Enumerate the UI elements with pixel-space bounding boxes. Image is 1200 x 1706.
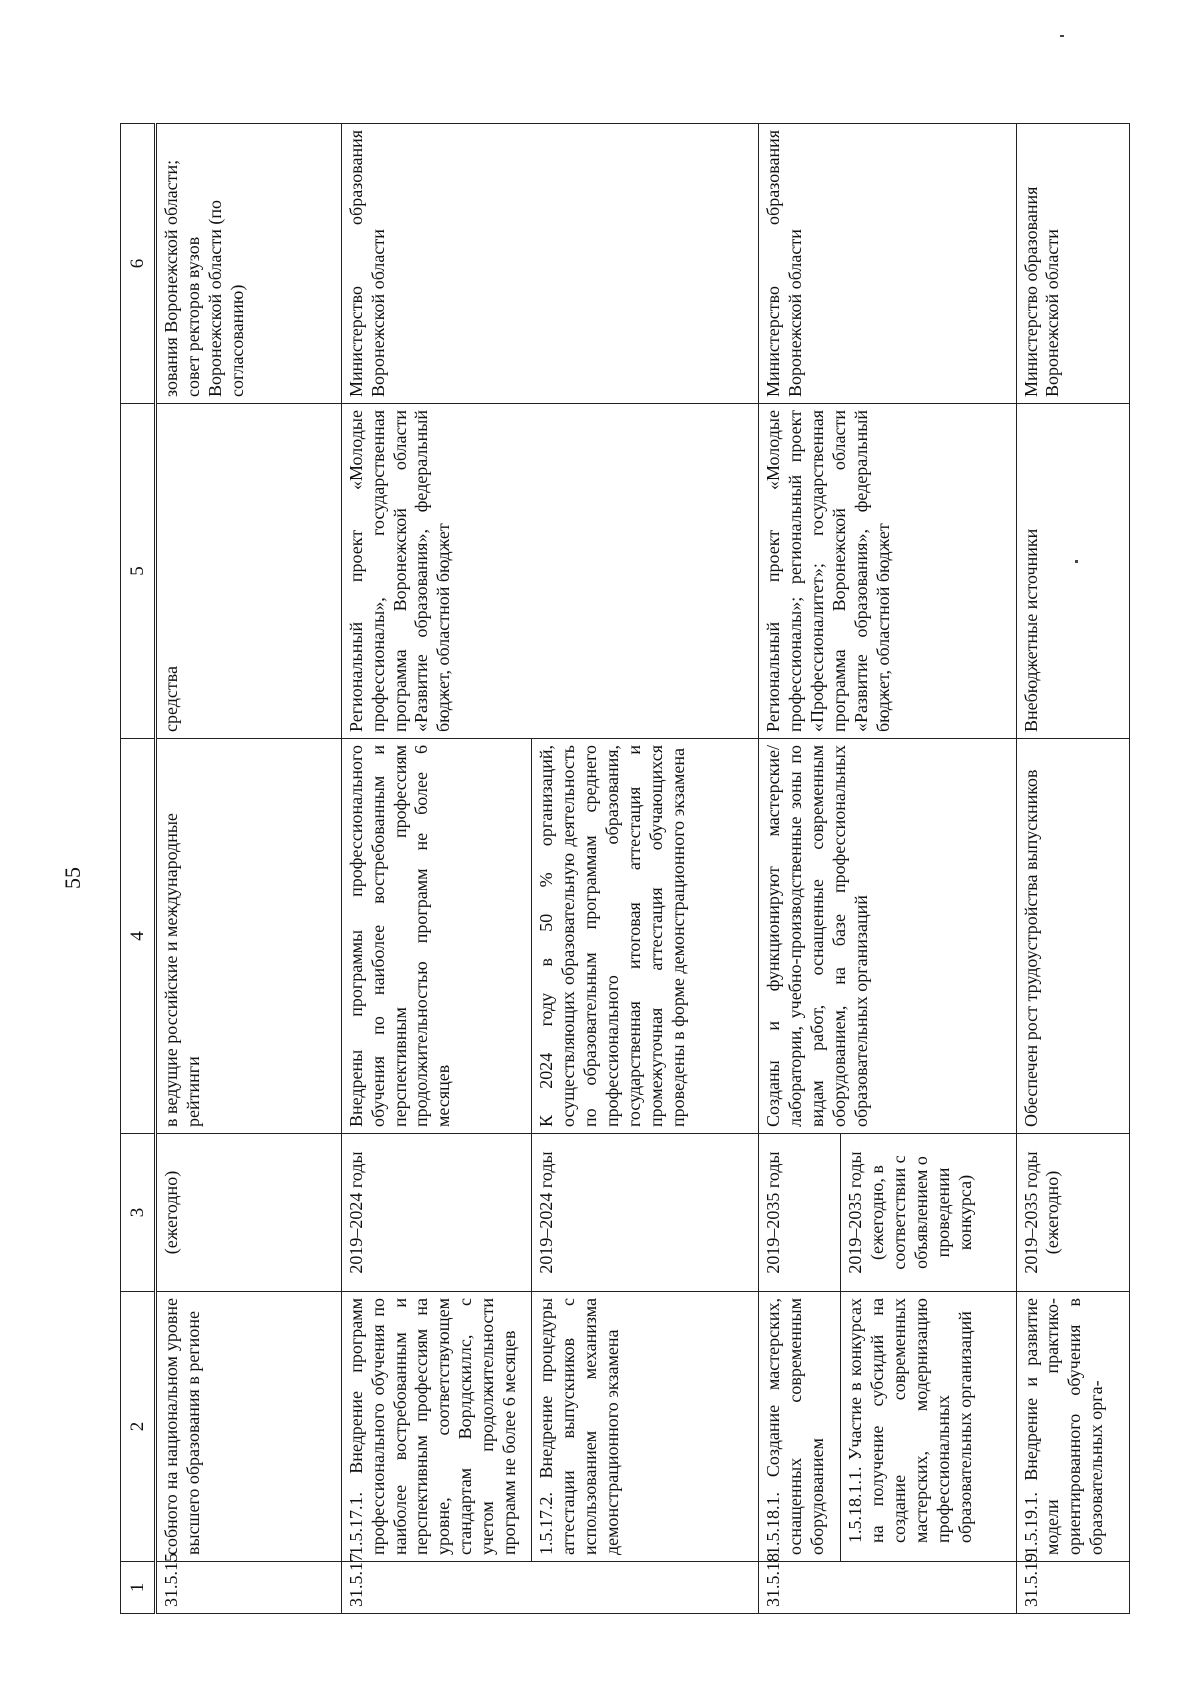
measures-table bbox=[120, 123, 1130, 1614]
row-id: 31.5.15 bbox=[156, 1562, 342, 1614]
term-cell: (ежегодно) bbox=[156, 1134, 342, 1292]
scan-speck bbox=[1060, 35, 1064, 37]
term-cell: 2019–2035 годы (ежегодно) bbox=[1016, 1134, 1129, 1292]
column-header: 1 bbox=[121, 1562, 156, 1614]
measure-cell: 1.5.18.1. Создание мастерских, оснащенных современным оборудованием bbox=[758, 1292, 840, 1562]
table-row bbox=[758, 124, 840, 1614]
funding-cell: Региональный проект «Молодые профессионалы», государственная программа Воронежской области «Развитие образования», федеральный бюджет, областной бюджет bbox=[341, 404, 758, 739]
table-row bbox=[1016, 124, 1129, 1614]
result-cell: Внедрены программы профессионального обучения по наиболее востребованным и перспективным профессиям продолжительностью программ не более 6 месяцев bbox=[341, 739, 531, 1134]
result-cell: Обеспечен рост трудоустройства выпускников bbox=[1016, 739, 1129, 1134]
executor-cell: Министерство образования Воронежской области bbox=[758, 124, 1016, 404]
measure-cell: собного на национальном уровне высшего образования в регионе bbox=[156, 1292, 342, 1562]
column-header: 3 bbox=[121, 1134, 156, 1292]
term-cell: 2019–2035 годы (ежегодно, в соответствии с объявлением о проведении конкурса) bbox=[841, 1134, 1016, 1292]
table-row bbox=[341, 124, 531, 1614]
result-cell: в ведущие российские и международные рейтинги bbox=[156, 739, 342, 1134]
rotated-table-wrapper bbox=[120, 124, 1130, 1614]
column-header: 6 bbox=[121, 124, 156, 404]
page-number: 55 bbox=[60, 867, 85, 889]
executor-cell: зования Воронежской области; совет ректоров вузов Воронежской области (по согласованию) bbox=[156, 124, 342, 404]
row-id: 31.5.19 bbox=[1016, 1562, 1129, 1614]
column-header: 5 bbox=[121, 404, 156, 739]
funding-cell: Региональный проект «Молодые профессионалы»; региональный проект «Профессионалитет»; государственная программа Воронежской области «Развитие образования», федеральный бюджет, областной бюджет bbox=[758, 404, 1016, 739]
term-cell: 2019–2024 годы bbox=[531, 1134, 758, 1292]
measure-cell: 1.5.17.2. Внедрение процедуры аттестации выпускников с использованием механизма демонстрационного экзамена bbox=[531, 1292, 758, 1562]
table-header-row bbox=[121, 124, 156, 1614]
measure-cell: 1.5.17.1. Внедрение программ профессионального обучения по наиболее востребованным и перспективным профессиям на уровне, соответствующем стандартам Ворлдскиллс, с учетом продолжительности программ не более 6 месяцев bbox=[341, 1292, 531, 1562]
result-cell: Созданы и функционируют мастерские/лаборатории, учебно-производственные зоны по видам работ, оснащенные современным оборудованием, на базе профессиональных образовательных организаций bbox=[758, 739, 1016, 1134]
measure-cell: 1.5.18.1.1. Участие в конкурсах на получение субсидий на создание современных мастерских, модернизацию профессиональных образовательных организаций bbox=[841, 1292, 1016, 1562]
measure-cell: 1.5.19.1. Внедрение и развитие модели практико-ориентированного обучения в образовательных орга- bbox=[1016, 1292, 1129, 1562]
scan-speck bbox=[1075, 560, 1078, 563]
funding-cell: Внебюджетные источники bbox=[1016, 404, 1129, 739]
term-cell: 2019–2035 годы bbox=[758, 1134, 840, 1292]
column-header: 2 bbox=[121, 1292, 156, 1562]
row-id: 31.5.17 bbox=[341, 1562, 758, 1614]
column-header: 4 bbox=[121, 739, 156, 1134]
executor-cell: Министерство образования Воронежской области bbox=[341, 124, 758, 404]
row-id: 31.5.18 bbox=[758, 1562, 1016, 1614]
term-cell: 2019–2024 годы bbox=[341, 1134, 531, 1292]
result-cell: К 2024 году в 50 % организаций, осуществляющих образовательную деятельность по образовательным программам среднего профессионального образования, государственная итоговая аттестация и промежуточная аттестация обучающихся проведены в форме демонстрационного экзамена bbox=[531, 739, 758, 1134]
funding-cell: средства bbox=[156, 404, 342, 739]
table-row bbox=[156, 124, 342, 1614]
executor-cell: Министерство образования Воронежской области bbox=[1016, 124, 1129, 404]
